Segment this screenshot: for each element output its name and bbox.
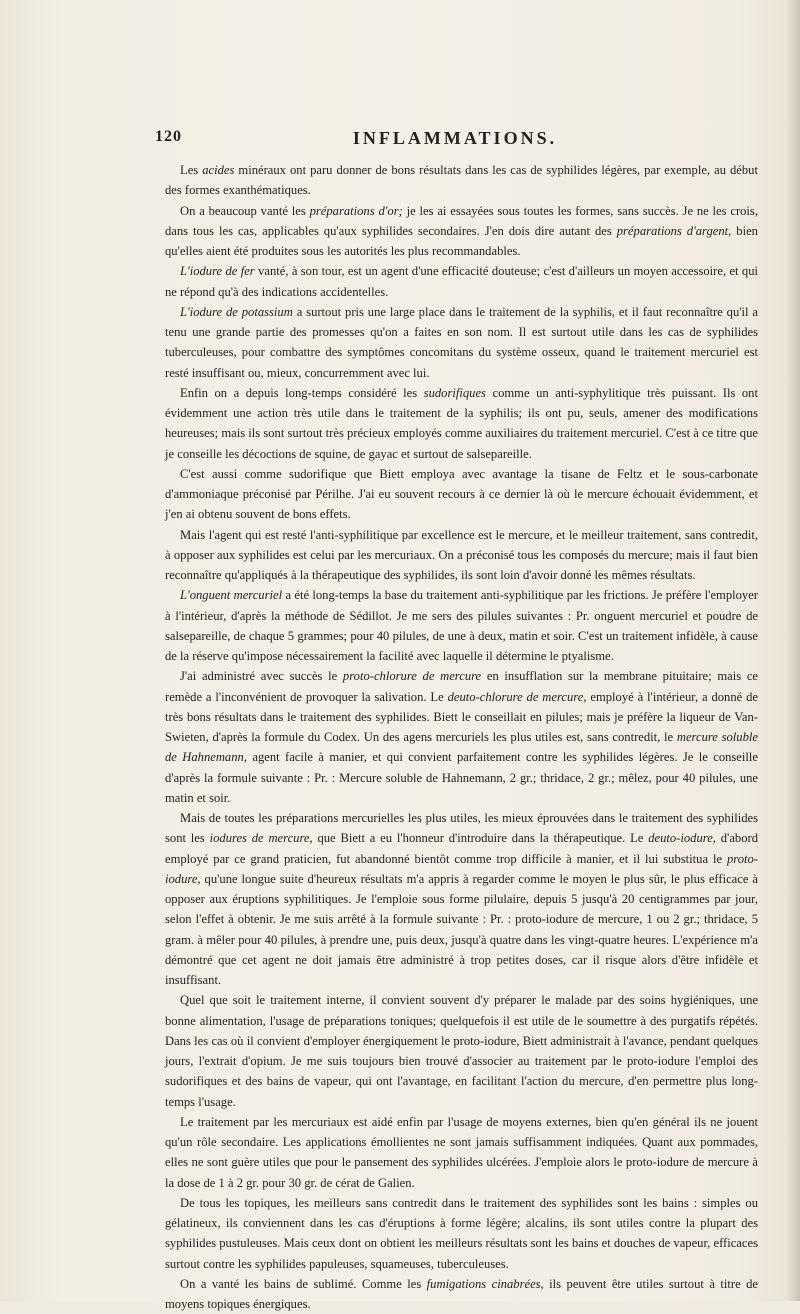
paragraph [165,261,758,302]
italic-term: préparations d'or; [309,203,403,218]
paragraph-text: en insufflation sur la membrane pituitaire; mais ce remède a l'inconvénient de provoquer la salivation. Le [165,669,758,704]
paragraph-text: employé à l'intérieur, a donné de très bons résultats dans le traitement des syphilides. Biett le conseillait en pilules; mais je préfère la liqueur de Van-Swieten, d'après la formule du Codex. Un des agens mercuriels les plus utiles est, sans contredit, le [165,689,759,744]
paragraph-text: Quel que soit le traitement interne, il convient souvent d'y préparer le malade par des soins hygiéniques, une bonne alimentation, l'usage de préparations toniques; quelquefois il est utile de le soumettre à des purgatifs répétés. Dans les cas où il convient d'employer énergiquement le proto-iodure, Biett administrait à l'avance, pendant quelques jours, l'extrait d'opium. Je me suis toujours bien trouvé d'associer au traitement par le proto-iodure l'emploi des sudorifiques et des bains de vapeur, qui ont l'avantage, en facilitant l'action du mercure, d'en permettre plus long-temps l'usage. [165,993,758,1109]
paragraph [165,464,758,525]
paragraph-text: De tous les topiques, les meilleurs sans contredit dans le traitement des syphilides sont les bains : simples ou gélatineux, ils conviennent dans les cas d'éruptions à forme légère; alcalins, ils sont utiles contre la plupart des syphilides pustuleuses. Mais ceux dont on obtient les meilleurs résultats sont les bains et douches de vapeur, efficaces surtout contre les syphilides papuleuses, squameuses, tuberculeuses. [165,1195,758,1271]
italic-term: fumigations cinabrées, [426,1276,544,1291]
paragraph-text: Mais l'agent qui est resté l'anti-syphilitique par excellence est le mercure, et le meilleur traitement, sans contredit, à opposer aux syphilides est celui par les mercuriaux. On a préconisé tous les composés du mercure; mais il faut bien reconnaître qu'appliqués à la thérapeutique des syphilides, ils sont loin d'avoir donné les mêmes résultats. [165,527,758,582]
italic-term: proto-iodure, [165,851,758,886]
paragraph-text: On a vanté les bains de sublimé. Comme les [180,1276,427,1291]
running-title: INFLAMMATIONS. [352,128,558,148]
running-header [155,128,755,150]
paragraph [165,1112,758,1193]
paragraph [165,808,758,990]
paragraph-text: ils peuvent être utiles surtout à titre de moyens topiques énergiques. [165,1276,758,1311]
paragraph [165,525,758,586]
paragraph-text: vanté, à son tour, est un agent d'une efficacité douteuse; c'est d'ailleurs un moyen accessoire, et qui ne répond qu'à des indications accidentelles. [165,264,758,299]
paragraph-text: a surtout pris une large place dans le traitement de la syphilis, et il faut reconnaître qu'il a tenu une grande partie des promesses qu'on a faites en son nom. Il est surtout utile dans les cas de syphilides tuberculeuses, pour combattre des symptômes concomitans du système osseux, quand le traitement mercuriel est resté insuffisant ou, mieux, concurremment avec lui. [165,304,758,380]
paragraph [165,990,758,1112]
paragraph [165,160,758,201]
paragraph-text: a été long-temps la base du traitement anti-syphilitique par les frictions. Je préfère l'employer à l'intérieur, d'après la méthode de Sédillot. Je me sers des pilules suivantes : Pr. onguent mercuriel et poudre de salsepareille, de chaque 5 grammes; pour 40 pilules, de une à deux, matin et soir. C'est un traitement infidèle, à cause de la réserve qu'impose nécessairement la facilité avec laquelle il détermine le ptyalisme. [165,588,758,663]
paragraph [165,1193,758,1274]
page-edge-shadow [786,0,800,1301]
body-text [165,160,758,1314]
paragraph-text: Mais de toutes les préparations mercurielles les plus utiles, les mieux éprouvées dans le traitement des syphilides sont les [165,811,758,846]
paragraph-text: minéraux ont paru donner de bons résultats dans les cas de syphilides légères, par exemple, au début des formes exanthématiques. [165,163,758,198]
paragraph [165,201,758,262]
paragraph [165,383,758,464]
paragraph-text: C'est aussi comme sudorifique que Biett employa avec avantage la tisane de Feltz et le sous-carbonate d'ammoniaque préconisé par Périlhe. J'ai eu souvent recours à ce dernier là où le mercure échouait évidemment, et j'en ai obtenu souvent de bons effets. [165,466,758,522]
italic-term: proto-chlorure de mercure [342,669,482,684]
paragraph-text: je les ai essayées sous toutes les formes, sans succès. Je ne les crois, dans tous les cas, applicables qu'aux syphilides secondaires. J'en dois dire autant des [165,203,758,238]
paragraph-text: que Biett a eu l'honneur d'introduire dans la thérapeutique. Le [312,831,649,846]
paragraph [165,666,758,808]
paragraph-text: bien qu'elles aient été produites sous les autorités les plus recommandables. [165,223,758,258]
italic-term: deuto-iodure, [648,831,716,846]
italic-term: L'iodure de fer [180,264,255,279]
page-number: 120 [155,128,182,145]
paragraph [165,585,758,666]
paragraph [165,1274,758,1314]
paragraph-text: d'abord employé par ce grand praticien, fut abandonné bientôt comme trop difficile à manier, et il lui substitua le [165,831,758,866]
paragraph-text: Le traitement par les mercuriaux est aidé enfin par l'usage de moyens externes, bien qu'en général ils ne jouent qu'un rôle secondaire. Les applications émollientes ne sont jamais suffisamment indiquées. Quant aux pommades, elles ne sont guère utiles que pour le pansement des syphilides ulcérées. J'emploie alors le proto-iodure de mercure à la dose de 1 à 2 gr. pour 30 gr. de cérat de Galien. [165,1114,758,1190]
italic-term: mercure soluble de Hahnemann, [165,730,758,765]
paragraph-text: J'ai administré avec succès le [180,669,343,684]
paragraph-text: Enfin on a depuis long-temps considéré les [180,385,424,400]
italic-term: acides [202,163,235,177]
paragraph-text: qu'une longue suite d'heureux résultats m'a appris à regarder comme le moyen le plus sûr, le plus efficace à opposer aux éruptions syphilitiques. Je l'emploie sous forme pilulaire, depuis 5 jusqu'à 20 centigrammes par jour, selon l'effet à obtenir. Je me suis arrêté à la formule suivante : Pr. : proto-iodure de mercure, 1 ou 2 gr.; thridace, 5 gram. à mêler pour 40 pilules, à prendre une, puis deux, jusqu'à quatre dans les vingt-quatre heures. L'expérience m'a démontré que cet agent ne doit jamais être administré à trop petites doses, car il risque alors d'être infidèle et insuffisant. [165,871,758,987]
italic-term: L'iodure de potassium [180,304,293,319]
paragraph-text: Les [180,163,203,177]
paragraph-text: comme un anti-syphylitique très puissant. Ils ont évidemment une action très utile dans le traitement de la syphilis; ils ont pu, seuls, amener des modifications heureuses; mais ils sont surtout très précieux employés comme auxiliaires du traitement mercuriel. C'est à ce titre que je conseille les décoctions de squine, de gayac et surtout de salsepareille. [165,385,758,461]
paragraph-text: agent facile à manier, et qui convient parfaitement contre les syphilides légères. Je le conseille d'après la formule suivante : Pr. : Mercure soluble de Hahnemann, 2 gr.; thridace, 2 gr.; mêlez, pour 40 pilules, une matin et soir. [165,750,758,805]
italic-term: deuto-chlorure de mercure, [447,689,587,704]
paragraph [165,302,758,383]
paragraph-text: On a beaucoup vanté les [180,203,310,218]
italic-term: sudorifiques [423,385,486,400]
italic-term: L'onguent mercuriel [180,588,283,603]
italic-term: iodures de mercure, [209,831,313,846]
italic-term: préparations d'argent, [616,223,732,238]
